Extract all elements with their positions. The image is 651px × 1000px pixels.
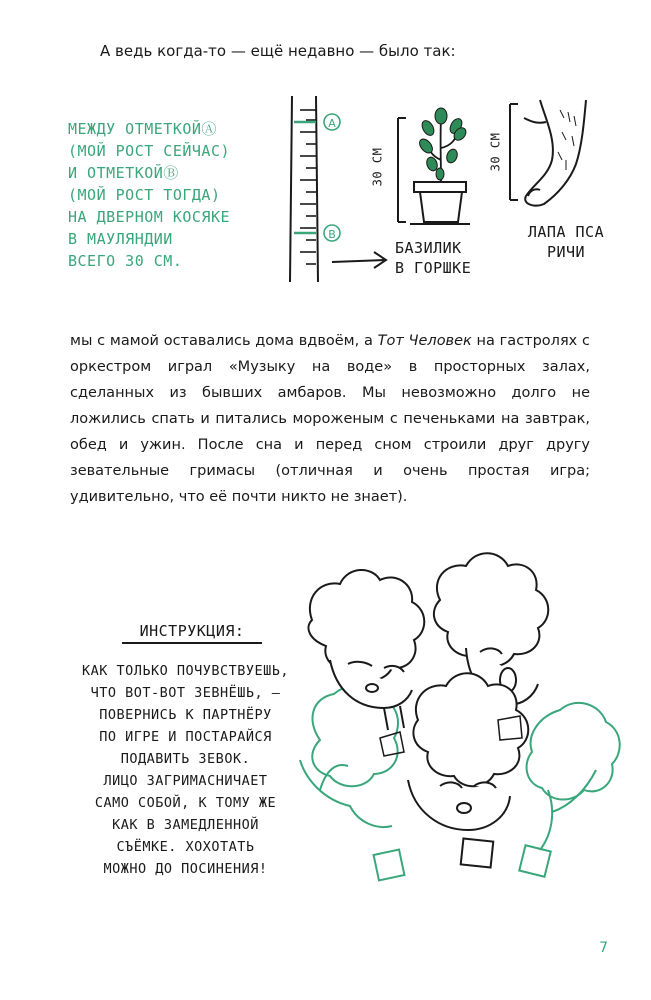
instruction-line: КАК ТОЛЬКО ПОЧУВСТВУЕШЬ, — [81, 663, 290, 679]
paw-dimension: 30 СМ — [488, 132, 503, 172]
body-text-start: мы с мамой оставались дома вдвоём, а — [70, 333, 378, 349]
basil-label-line: В ГОРШКЕ — [395, 259, 472, 277]
curly-face-left — [308, 570, 424, 730]
height-note-line: И ОТМЕТКОЙⒷ — [68, 164, 179, 182]
instruction-line: ПОВЕРНИСЬ К ПАРТНЁРУ — [99, 707, 272, 723]
body-italic-name: Тот Человек — [377, 333, 472, 349]
instruction-line: МОЖНО ДО ПОСИНЕНИЯ! — [103, 861, 268, 877]
basil-dimension: 30 СМ — [370, 147, 385, 187]
instruction-line: САМО СОБОЙ, К ТОМУ ЖЕ — [94, 795, 277, 811]
height-note-line: ВСЕГО 30 СМ. — [68, 252, 183, 270]
curly-face-center — [408, 673, 528, 867]
instruction-line: ПОДАВИТЬ ЗЕВОК. — [120, 751, 251, 767]
page-number: 7 — [599, 940, 608, 956]
instruction-line: СЪЁМКЕ. ХОХОТАТЬ — [116, 839, 255, 855]
intro-line: А ведь когда-то — ещё недавно — было так: — [100, 42, 456, 60]
instruction-title: ИНСТРУКЦИЯ: — [122, 622, 262, 644]
mark-b-label: B — [328, 228, 336, 241]
instruction-line: ЛИЦО ЗАГРИМАСНИЧАЕТ — [103, 773, 268, 789]
height-note-line: МЕЖДУ ОТМЕТКОЙⒶ — [68, 120, 217, 138]
paw-label-line: ЛАПА ПСА — [527, 223, 605, 241]
mark-a-label: A — [328, 117, 336, 130]
instruction-line: КАК В ЗАМЕДЛЕННОЙ — [112, 817, 259, 833]
height-note-line: (МОЙ РОСТ СЕЙЧАС) — [68, 142, 231, 160]
height-note-line: В МАУЛЯНДИИ — [68, 230, 173, 248]
basil-label-line: БАЗИЛИК — [395, 239, 462, 257]
instruction-line: ЧТО ВОТ-ВОТ ЗЕВНЁШЬ, — — [90, 685, 281, 701]
body-text-rest: на гастролях с оркестром играл «Музыку на воде» в просторных залах, сделанных из бывших амбаров. Мы невозможно долго не ложились спать и питались мороженым с печеньками на завтрак, обед и ужин. После сна и перед сном строили друг другу зевательные гримасы (отличная и очень простая игра; удивительно, что её почти никто не знает). — [70, 333, 590, 505]
height-note-line: (МОЙ РОСТ ТОГДА) — [68, 186, 221, 204]
height-note-line: НА ДВЕРНОМ КОСЯКЕ — [68, 208, 231, 226]
paw-label-line: РИЧИ — [546, 243, 586, 261]
instruction-line: ПО ИГРЕ И ПОСТАРАЙСЯ — [99, 729, 272, 745]
instruction-text — [58, 660, 313, 880]
